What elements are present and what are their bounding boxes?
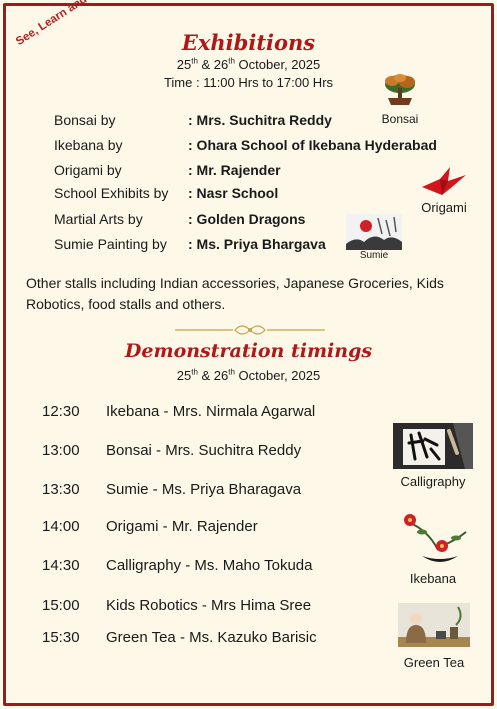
schedule-description: Ikebana - Mrs. Nirmala Agarwal — [106, 403, 316, 420]
schedule-time: 13:00 — [42, 442, 80, 459]
other-stalls-text: Other stalls including Indian accessories, Japanese Groceries, Kids Robotics, food stalls and others. — [26, 275, 444, 312]
schedule-row — [0, 403, 497, 423]
schedule-description: Origami - Mr. Rajender — [106, 518, 258, 535]
sumie-caption: Sumie — [359, 250, 389, 261]
demonstration-date: 25th & 26th October, 2025 — [176, 367, 321, 383]
ornament-divider — [175, 320, 325, 340]
schedule-time: 15:00 — [42, 597, 80, 614]
exhibitor-value: : Ms. Priya Bhargava — [188, 236, 326, 252]
schedule-time: 13:30 — [42, 481, 80, 498]
schedule-description: Calligraphy - Ms. Maho Tokuda — [106, 557, 313, 574]
schedule-description: Kids Robotics - Mrs Hima Sree — [106, 597, 312, 614]
schedule-time: 14:30 — [42, 557, 80, 574]
exhibitor-label: Martial Arts by — [54, 211, 143, 227]
demonstration-title: Demonstration timings — [124, 340, 373, 362]
schedule-description: Green Tea - Ms. Kazuko Barisic — [106, 629, 317, 646]
exhibitor-value: : Mr. Rajender — [188, 162, 281, 178]
exhibitor-value: : Golden Dragons — [188, 211, 306, 227]
exhibitor-label: School Exhibits by — [54, 185, 169, 201]
calligraphy-caption: Calligraphy — [400, 474, 466, 489]
origami-crane-image — [420, 165, 468, 199]
exhibitor-label: Ikebana by — [54, 137, 123, 153]
bonsai-image — [380, 70, 420, 108]
ikebana-caption: Ikebana — [409, 571, 457, 586]
origami-caption: Origami — [421, 200, 467, 215]
calligraphy-image — [393, 423, 473, 469]
exhibitor-row — [0, 236, 497, 256]
sumie-painting-image — [346, 214, 402, 250]
exhibitor-value: : Mrs. Suchitra Reddy — [188, 112, 332, 128]
exhibitor-label: Origami by — [54, 162, 122, 178]
green-tea-caption: Green Tea — [403, 655, 465, 670]
exhibitor-label: Bonsai by — [54, 112, 116, 128]
bonsai-caption: Bonsai — [381, 112, 419, 126]
schedule-description: Bonsai - Mrs. Suchitra Reddy — [106, 442, 302, 459]
schedule-time: 14:00 — [42, 518, 80, 535]
schedule-time: 15:30 — [42, 629, 80, 646]
exhibitor-value: : Nasr School — [188, 185, 279, 201]
exhibitor-row — [0, 137, 497, 157]
exhibitions-time: Time : 11:00 Hrs to 17:00 Hrs — [163, 75, 334, 90]
exhibitions-title: Exhibitions — [181, 30, 316, 55]
exhibitor-label: Sumie Painting by — [54, 236, 167, 252]
schedule-time: 12:30 — [42, 403, 80, 420]
exhibitions-date: 25th & 26th October, 2025 — [176, 56, 321, 72]
exhibitor-value: : Ohara School of Ikebana Hyderabad — [188, 137, 437, 153]
schedule-description: Sumie - Ms. Priya Bharagava — [106, 481, 302, 498]
ikebana-image — [398, 510, 470, 568]
green-tea-image — [398, 603, 470, 647]
